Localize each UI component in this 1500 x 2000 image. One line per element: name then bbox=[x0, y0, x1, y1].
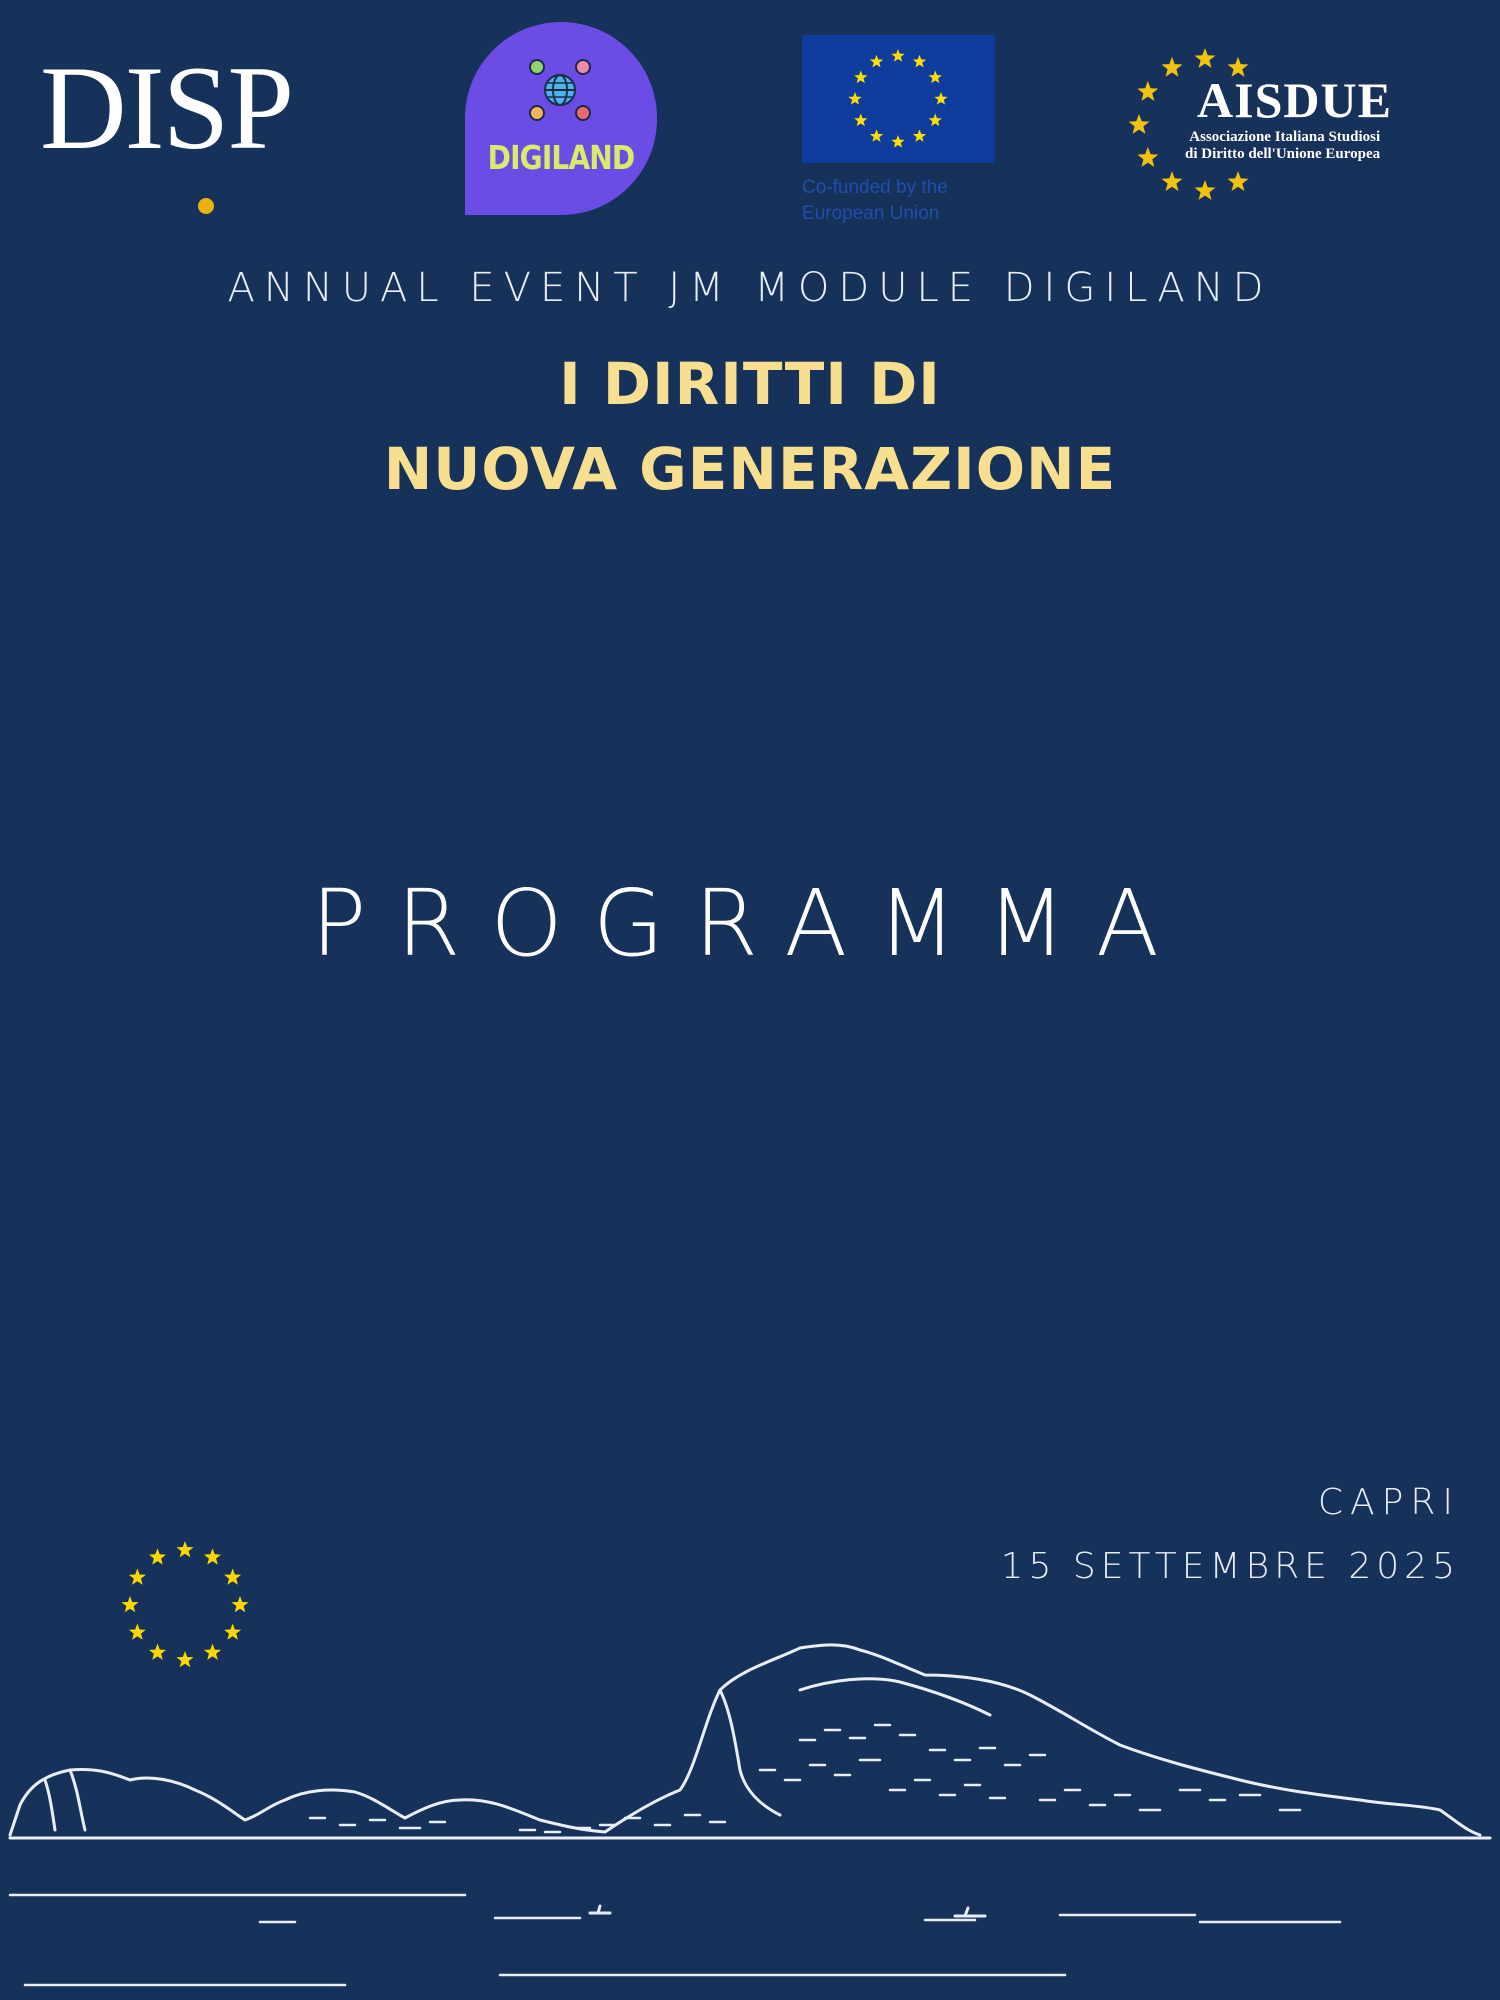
star-icon bbox=[231, 1596, 248, 1612]
aisdue-subtitle-line1: Associazione Italiana Studiosi bbox=[1189, 129, 1381, 145]
event-kicker: ANNUAL EVENT JM MODULE DIGILAND bbox=[227, 265, 1273, 311]
island-left-cliff-2 bbox=[70, 1770, 85, 1830]
star-icon bbox=[1129, 114, 1150, 134]
island-left-cliff bbox=[45, 1780, 55, 1830]
aisdue-subtitle bbox=[1185, 129, 1380, 163]
star-icon bbox=[1137, 81, 1158, 101]
disp-logo-text: DISP bbox=[40, 41, 293, 174]
aisdue-logo bbox=[1125, 45, 1425, 205]
water-lines bbox=[10, 1895, 1340, 1985]
eu-caption-line2: European Union bbox=[802, 203, 940, 224]
star-icon bbox=[1137, 147, 1158, 167]
island-inner-ridge bbox=[720, 1690, 780, 1815]
aisdue-subtitle-line2: di Diritto dell'Unione Europea bbox=[1185, 146, 1381, 162]
digiland-logo bbox=[465, 22, 657, 215]
star-icon bbox=[129, 1569, 146, 1585]
disp-logo bbox=[40, 40, 330, 180]
boat-2 bbox=[955, 1908, 985, 1916]
event-place: CAPRI bbox=[1317, 1482, 1460, 1523]
event-title-line2: NUOVA GENERAZIONE bbox=[383, 435, 1117, 503]
star-icon bbox=[176, 1541, 193, 1557]
star-icon bbox=[1195, 180, 1216, 200]
eu-caption bbox=[802, 175, 948, 227]
event-title-line1: I DIRITTI DI bbox=[559, 350, 941, 418]
eu-flag-icon bbox=[802, 35, 995, 163]
aisdue-title: AISDUE bbox=[1197, 72, 1392, 128]
disp-logo-dot bbox=[198, 198, 214, 214]
star-icon bbox=[1228, 171, 1249, 191]
star-icon bbox=[1162, 57, 1183, 77]
event-date: 15 SETTEMBRE 2025 bbox=[1000, 1546, 1460, 1587]
boat-1 bbox=[590, 1906, 610, 1913]
star-icon bbox=[149, 1548, 166, 1564]
programme-label: PROGRAMMA bbox=[311, 870, 1189, 977]
star-icon bbox=[1162, 171, 1183, 191]
eu-cofunded-logo bbox=[802, 35, 1002, 235]
network-globe-icon bbox=[528, 58, 592, 122]
star-icon bbox=[204, 1548, 221, 1564]
eu-caption-line1: Co-funded by the bbox=[802, 177, 948, 198]
capri-island-drawing bbox=[0, 1620, 1500, 2000]
island-inner-ridge-2 bbox=[800, 1679, 990, 1715]
island-outline bbox=[10, 1645, 1480, 1835]
digiland-logo-text: DIGILAND bbox=[487, 138, 635, 177]
star-icon bbox=[121, 1596, 138, 1612]
star-icon bbox=[224, 1569, 241, 1585]
star-icon bbox=[1195, 48, 1216, 68]
village-lights bbox=[310, 1725, 1300, 1832]
